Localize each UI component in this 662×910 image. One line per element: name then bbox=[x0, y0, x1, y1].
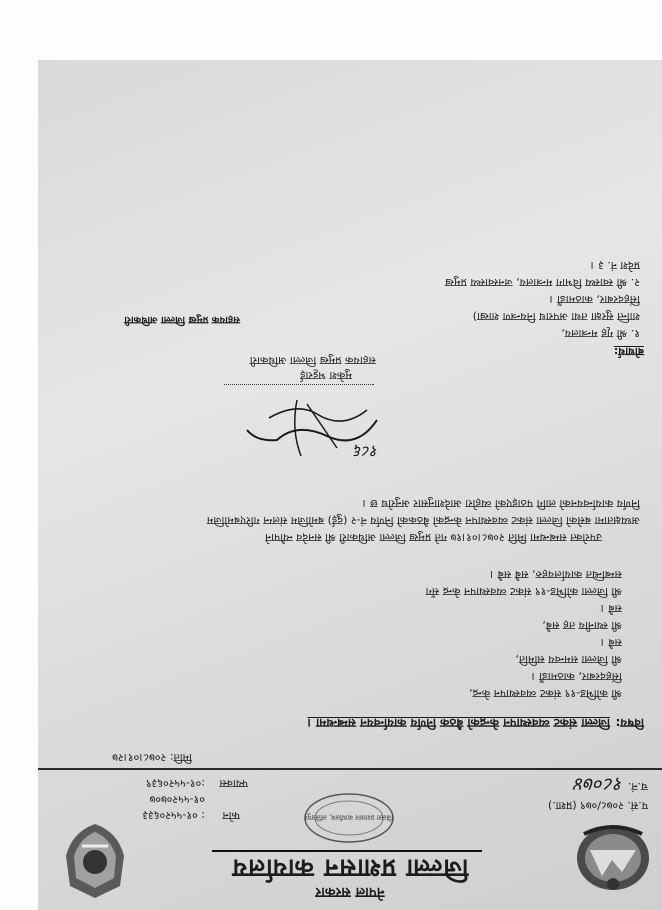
addressee-line: श्री जिल्ला कोभिड-१९ संकट व्यवस्थापन केन्द्र सँग bbox=[425, 585, 622, 598]
seal-text: जिल्ला प्रशासन कार्यालय, ललितपुर bbox=[304, 813, 394, 821]
designation-stamp: सहायक प्रमुख जिल्ला अधिकारी bbox=[124, 314, 240, 325]
addressee-line: सबै । bbox=[600, 602, 622, 615]
addressee-line: सबै । bbox=[600, 636, 622, 649]
chalani-label: च.नं. bbox=[627, 780, 648, 793]
cc-line: १. श्री गृह मन्त्रालय, bbox=[561, 327, 640, 340]
chalani-number: १८०७४ bbox=[574, 773, 624, 795]
body-line: अध्यक्षतामा बसेको जिल्ला संकट व्यवस्थापन केन्द्रको बैठकको निर्णय नं-२ (दुई) बमोजिम संलग्न गरिएबमोजिम bbox=[206, 514, 640, 527]
body-line: निर्णय कार्यान्वयनको लागि पठाइएको व्यहोरा आदेशानुसार अनुरोध छ । bbox=[362, 497, 640, 510]
addressee-line: श्री जिल्ला समन्वय समिति, bbox=[515, 653, 622, 666]
subject-text: जिल्ला संकट व्यवस्थापन केन्द्रको बैठक निर्णय कार्यान्वयन सम्बन्धमा । bbox=[307, 716, 610, 730]
office-name: जिल्ला प्रशासन कार्यालय bbox=[231, 854, 469, 883]
phone-label: फोन bbox=[222, 809, 240, 822]
letter-sheet bbox=[38, 60, 662, 910]
cc-line: सिंहदरबार, काठमाडौं । bbox=[549, 293, 640, 306]
office-seal bbox=[301, 790, 397, 846]
addressee-line: श्री स्थानीय तह सबै, bbox=[542, 619, 622, 632]
signature bbox=[237, 390, 397, 470]
signer-name: मुकेश भट्टराई bbox=[300, 369, 352, 382]
cc-heading: बोधार्थ: bbox=[613, 345, 644, 358]
phone-number-1: : ०१-५५२०६३३ bbox=[142, 809, 205, 822]
office-name-underline bbox=[212, 850, 482, 852]
addressee-line: सम्बन्धित कार्यालयहरु, सबै सबै । bbox=[489, 568, 622, 581]
cc-line: शान्ति सुरक्षा तथा अपराध नियन्त्रण शाखा) bbox=[472, 310, 640, 323]
subject-label: विषय: bbox=[615, 716, 644, 730]
letter-date: मिति: २०७८।०१।२७ bbox=[112, 751, 192, 764]
addressee-line: सिंहदरबार, काठमाडौं । bbox=[531, 670, 622, 683]
cc-line: प्रदेश नं. ३ । bbox=[590, 259, 640, 272]
addressee-line: श्री कोभिड-१९ संकट व्यवस्थापन केन्द्र, bbox=[469, 687, 622, 700]
patra-sankhya: प.सं. २०७८/०७९ (प्रशा.) bbox=[547, 799, 648, 812]
fax-label: फ्याक्स bbox=[219, 777, 248, 790]
letterhead-divider bbox=[38, 768, 662, 770]
body-line: उपरोक्त सम्बन्धमा मिति २०७८।०१।१७ गते प्रमुख जिल्ला अधिकारी श्री सनदेव न्यौपाने bbox=[265, 531, 602, 544]
fax-number: :०१-५५२०६३९ bbox=[145, 777, 205, 790]
cc-line: २. श्री स्वास्थ्य विभाग मन्त्रालय, जनस्वास्थ्य प्रमुख bbox=[445, 276, 640, 289]
signature-number: १८६ bbox=[354, 442, 379, 461]
signature-dotted-line bbox=[224, 384, 374, 385]
signer-title: सहायक प्रमुख जिल्ला अधिकारी bbox=[249, 354, 376, 367]
scanned-page bbox=[38, 60, 662, 910]
government-heading: नेपाल सरकार bbox=[315, 884, 385, 900]
phone-number-2: ०१-५५२०७०७ bbox=[149, 793, 205, 806]
